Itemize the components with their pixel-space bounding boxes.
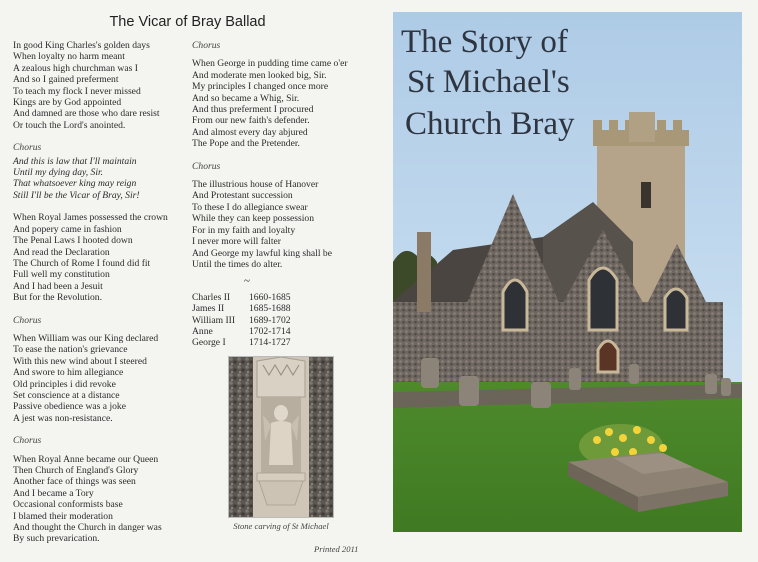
verse-line: The Pope and the Pretender. xyxy=(192,138,300,150)
chorus-block xyxy=(13,142,168,201)
verse-line: When George in pudding time came o'er xyxy=(192,58,348,70)
chorus-heading: Chorus xyxy=(13,142,42,154)
reign-years: 1714-1727 xyxy=(249,337,291,349)
verse-line: By such prevarication. xyxy=(13,533,100,545)
chorus-heading: Chorus xyxy=(192,40,221,51)
reign-years: 1685-1688 xyxy=(249,303,291,315)
verse-line: And Protestant succession xyxy=(192,190,293,202)
printed-note: Printed 2011 xyxy=(314,544,359,554)
verse-line: To teach my flock I never missed xyxy=(13,85,141,97)
king-name: James II xyxy=(192,303,225,315)
reign-years: 1689-1702 xyxy=(249,314,291,326)
verse-line: From our new faith's defender. xyxy=(192,115,310,127)
table-row xyxy=(192,337,291,348)
verse-line: And thus preferment I procured xyxy=(192,104,314,116)
verse-line: Kings are by God appointed xyxy=(13,97,122,109)
verse-line: Passive obedience was a joke xyxy=(13,401,126,413)
verse-line: When loyalty no harm meant xyxy=(13,51,125,63)
verse-line: When William was our King declared xyxy=(13,332,159,344)
verse-line: Full well my constitution xyxy=(13,269,110,281)
table-row xyxy=(192,292,291,303)
verse-line: While they can keep possession xyxy=(192,213,315,225)
verse-line: And damned are those who dare resist xyxy=(13,108,160,120)
verse-line: And moderate men looked big, Sir. xyxy=(192,69,327,81)
chorus-line: Still I'll be the Vicar of Bray, Sir! xyxy=(13,189,140,201)
verse-line: Another face of things was seen xyxy=(13,476,136,488)
verse-4 xyxy=(13,454,168,545)
reign-years: 1702-1714 xyxy=(249,325,291,337)
ballad-column-2 xyxy=(192,40,348,349)
verse-3 xyxy=(13,333,168,424)
chorus-heading: Chorus xyxy=(192,160,221,172)
verse-line: To ease the nation's grievance xyxy=(13,344,128,356)
verse-line: A zealous high churchman was I xyxy=(13,62,138,74)
chorus-line: That whatsoever king may reign xyxy=(13,178,137,190)
verse-line: And I had been a Jesuit xyxy=(13,280,103,292)
verse-line: To these I do allegiance swear xyxy=(192,201,308,213)
ballad-column-1 xyxy=(13,40,168,545)
stone-carving-photo xyxy=(228,356,334,518)
verse-line: Then Church of England's Glory xyxy=(13,465,139,476)
verse-line: Or touch the Lord's anointed. xyxy=(13,119,126,131)
cover-photo-panel xyxy=(393,12,742,532)
king-name: William III xyxy=(192,314,236,326)
verse-line: A jest was non-resistance. xyxy=(13,412,113,424)
verse-line: The Penal Laws I hooted down xyxy=(13,235,133,247)
king-name: Anne xyxy=(192,325,213,337)
cover-title-line-1: The Story of xyxy=(401,24,568,60)
cover-title-line-2: St Michael's xyxy=(407,64,570,100)
reign-dates-table xyxy=(192,292,291,349)
chorus-heading: Chorus xyxy=(13,435,42,447)
verse-line: And thought the Church in danger was xyxy=(13,522,162,534)
verse-line: With this new wind about I steered xyxy=(13,355,147,367)
king-name: George I xyxy=(192,337,226,349)
cover-title-line-3: Church Bray xyxy=(405,106,575,142)
verse-line: In good King Charles's golden days xyxy=(13,40,150,51)
verse-line: When Royal Anne became our Queen xyxy=(13,453,159,465)
verse-line: The illustrious house of Hanover xyxy=(192,179,319,191)
verse-5 xyxy=(192,58,348,149)
verse-line: But for the Revolution. xyxy=(13,292,102,304)
verse-line: And almost every day abjured xyxy=(192,126,308,138)
verse-line: I blamed their moderation xyxy=(13,510,113,522)
table-row xyxy=(192,315,291,326)
stone-carving-image xyxy=(229,357,333,517)
king-name: Charles II xyxy=(192,291,231,303)
verse-line: Occasional conformists base xyxy=(13,499,123,511)
verse-line: For in my faith and loyalty xyxy=(192,224,296,236)
verse-line: I never more will falter xyxy=(192,236,281,248)
verse-line: The Church of Rome I found did fit xyxy=(13,257,151,269)
carving-caption: Stone carving of St Michael xyxy=(233,521,329,531)
ballad-title: The Vicar of Bray Ballad xyxy=(109,14,266,30)
verse-line: Old principles i did revoke xyxy=(13,378,116,390)
chorus-line: Until my dying day, Sir. xyxy=(13,167,104,179)
verse-6 xyxy=(192,179,348,270)
verse-2 xyxy=(13,212,168,303)
verse-line: And I became a Tory xyxy=(13,487,94,499)
verse-line: And so became a Whig, Sir. xyxy=(192,92,300,104)
reign-years: 1660-1685 xyxy=(249,291,291,303)
table-row xyxy=(192,303,291,314)
verse-line: And so I gained preferment xyxy=(13,74,119,86)
verse-1 xyxy=(13,40,168,131)
table-row xyxy=(192,326,291,337)
verse-line: And George my lawful king shall be xyxy=(192,247,332,259)
chorus-heading: Chorus xyxy=(13,314,42,326)
verse-line: Set conscience at a distance xyxy=(13,389,120,401)
verse-line: When Royal James possessed the crown xyxy=(13,212,168,224)
chorus-line: And this is law that I'll maintain xyxy=(13,155,137,167)
verse-line: And popery came in fashion xyxy=(13,223,122,235)
verse-line: Until the times do alter. xyxy=(192,258,283,270)
verse-line: And swore to him allegiance xyxy=(13,367,124,379)
verse-line: And read the Declaration xyxy=(13,246,110,258)
section-separator: ~ xyxy=(244,275,250,288)
verse-line: My principles I changed once more xyxy=(192,81,329,93)
